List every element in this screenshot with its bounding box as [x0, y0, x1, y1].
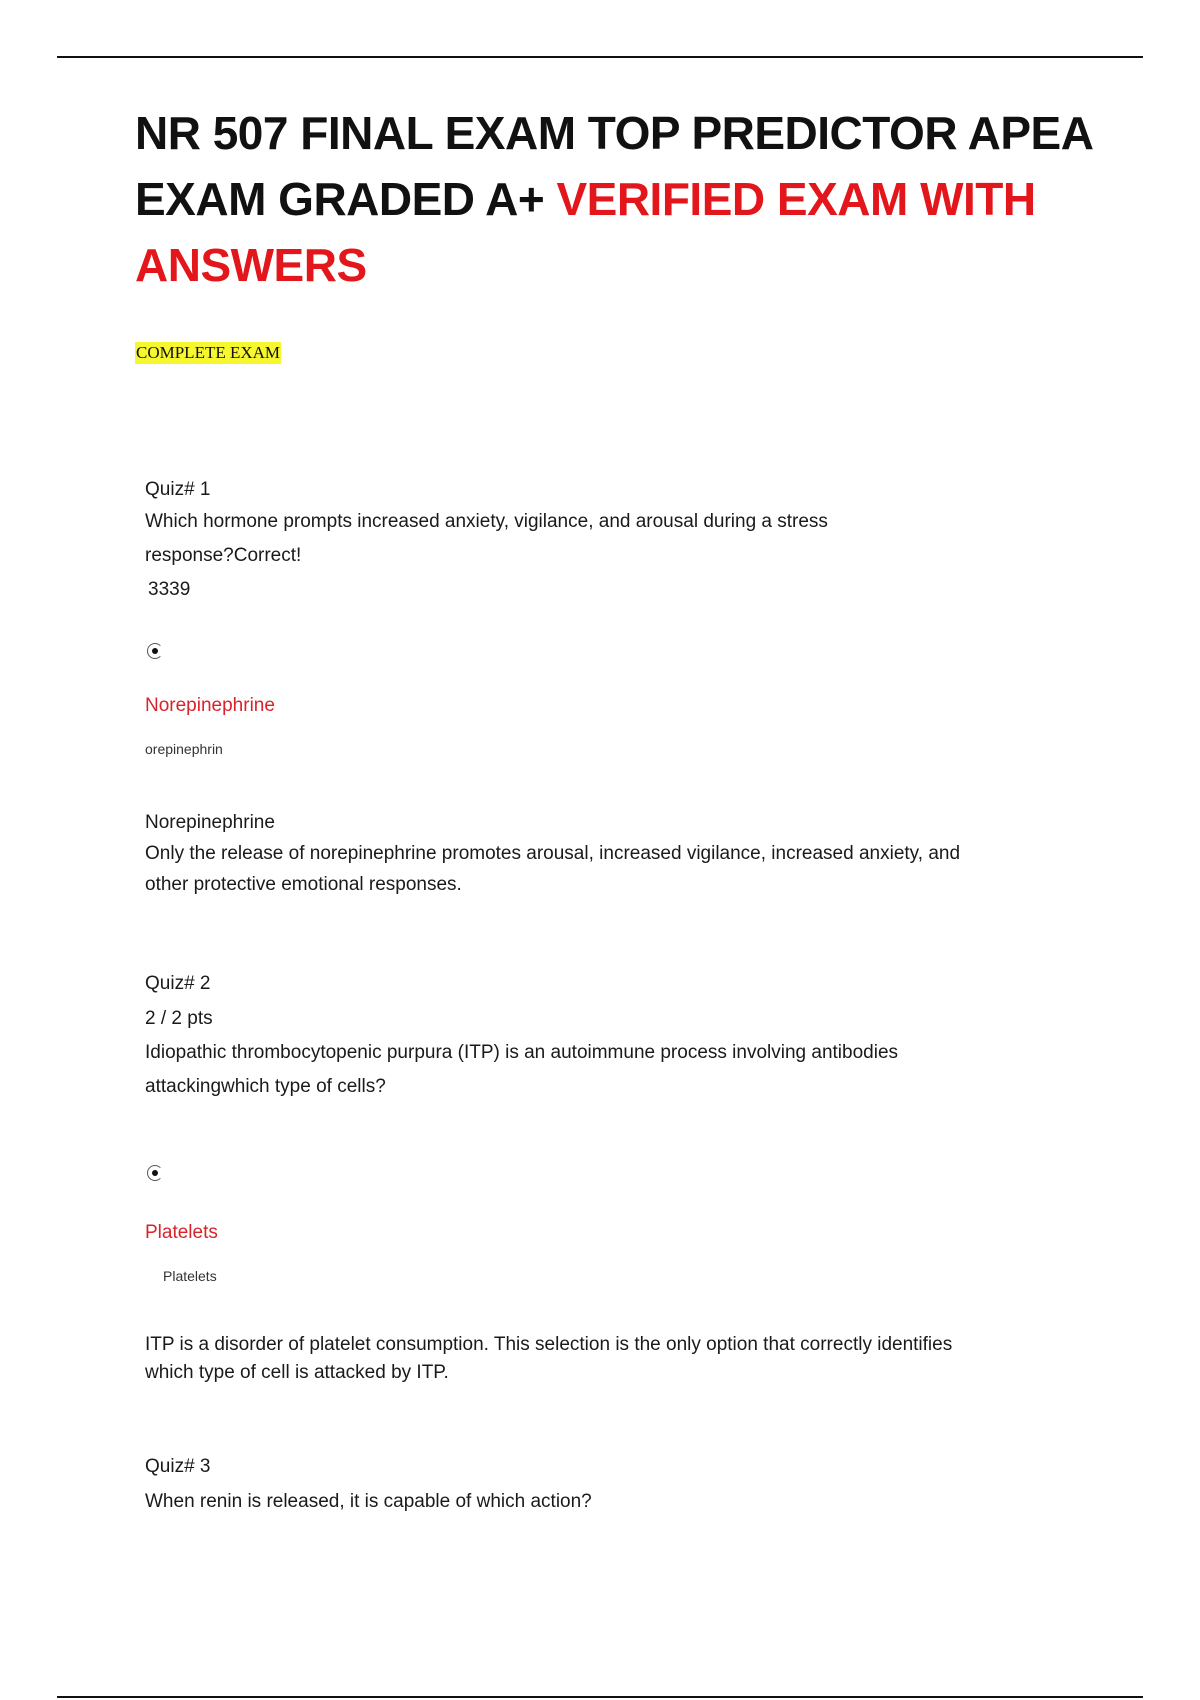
- quiz1-question-line1: Which hormone prompts increased anxiety, vigilance, and arousal during a stress: [145, 511, 828, 532]
- quiz2-question-line1: Idiopathic thrombocytopenic purpura (ITP) is an autoimmune process involving antibodies: [145, 1042, 899, 1063]
- quiz1-code: 3339: [148, 579, 191, 600]
- quiz1-radio-selected[interactable]: [147, 643, 163, 659]
- title-black-part: NR 507 FINAL EXAM TOP PREDICTOR APEA EXAM GRADED A+: [135, 107, 1092, 225]
- quiz2-points: 2 / 2 pts: [145, 1008, 213, 1029]
- quiz2-explanation-line1: ITP is a disorder of platelet consumption. This selection is the only option that correctly identifies: [145, 1334, 953, 1355]
- quiz1-answer-small: orepinephrin: [145, 741, 223, 757]
- quiz2-explanation-line2: which type of cell is attacked by ITP.: [145, 1362, 449, 1383]
- quiz1-answer: Norepinephrine: [145, 695, 275, 716]
- quiz1-explanation-line2: other protective emotional responses.: [145, 874, 462, 895]
- quiz2-label: Quiz# 2: [145, 973, 211, 994]
- quiz3-label: Quiz# 3: [145, 1456, 211, 1477]
- quiz2-answer-small: Platelets: [163, 1268, 217, 1284]
- quiz2-question-line2: attackingwhich type of cells?: [145, 1076, 386, 1097]
- bottom-rule: [57, 1696, 1143, 1698]
- top-rule: [57, 56, 1143, 58]
- quiz1-question-line2: response?Correct!: [145, 545, 302, 566]
- quiz2-radio-selected[interactable]: [147, 1165, 163, 1181]
- complete-exam-highlight: COMPLETE EXAM: [136, 343, 281, 362]
- quiz1-explanation-line1: Only the release of norepinephrine promotes arousal, increased vigilance, increased anxiety, and: [145, 843, 961, 864]
- quiz1-explanation-title: Norepinephrine: [145, 812, 275, 833]
- quiz1-label: Quiz# 1: [145, 479, 211, 500]
- quiz3-question: When renin is released, it is capable of which action?: [145, 1491, 592, 1512]
- title-red-part: VERIFIED EXAM WITH ANSWERS: [135, 173, 1036, 291]
- document-title: [135, 100, 1095, 298]
- quiz2-answer: Platelets: [145, 1222, 218, 1243]
